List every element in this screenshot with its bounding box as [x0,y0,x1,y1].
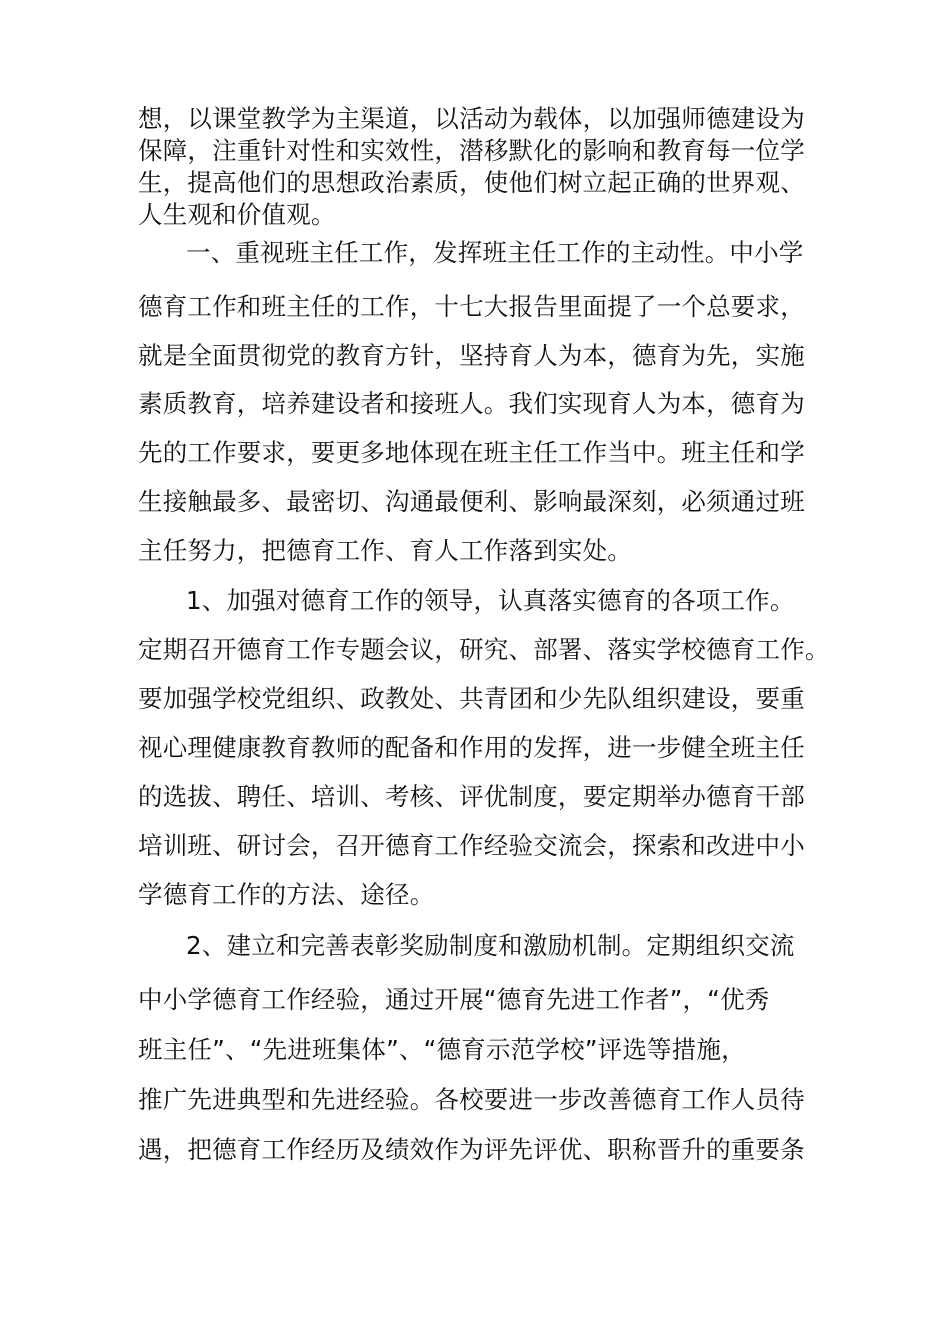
paragraph-line: 想，以课堂教学为主渠道，以活动为载体，以加强师德建设为 [138,104,805,133]
paragraph-line: 保障，注重针对性和实效性，潜移默化的影响和教育每一位学 [138,136,805,165]
paragraph-line: 学德育工作的方法、途径。 [138,880,435,909]
paragraph-line: 主任努力，把德育工作、育人工作落到实处。 [138,536,632,565]
paragraph-line: 班主任”、“先进班集体”、“德育示范学校”评选等措施， [138,1035,746,1064]
paragraph-line: 培训班、研讨会，召开德育工作经验交流会，探索和改进中小 [138,831,805,860]
paragraph-line: 生，提高他们的思想政治素质，使他们树立起正确的世界观、 [138,168,805,197]
paragraph-line: 就是全面贯彻党的教育方针，坚持育人为本，德育为先，实施 [138,341,805,370]
paragraph-line: 人生观和价值观。 [138,200,336,229]
paragraph-line: 德育工作和班主任的工作，十七大报告里面提了一个总要求， [138,292,805,321]
item-heading-line: 2、建立和完善表彰奖励制度和激励机制。定期组织交流 [186,931,795,960]
paragraph-line: 定期召开德育工作专题会议，研究、部署、落实学校德育工作。 [138,635,830,664]
item-heading-line: 1、加强对德育工作的领导，认真落实德育的各项工作。 [186,586,795,615]
paragraph-line: 要加强学校党组织、政教处、共青团和少先队组织建设，要重 [138,684,805,713]
paragraph-line: 遇，把德育工作经历及绩效作为评先评优、职称晋升的重要条 [138,1135,805,1164]
paragraph-line: 先的工作要求，要更多地体现在班主任工作当中。班主任和学 [138,438,805,467]
paragraph-line: 的选拔、聘任、培训、考核、评优制度，要定期举办德育干部 [138,782,805,811]
paragraph-line: 素质教育，培养建设者和接班人。我们实现育人为本，德育为 [138,389,805,418]
paragraph-line: 推广先进典型和先进经验。各校要进一步改善德育工作人员待 [138,1085,805,1114]
paragraph-line: 生接触最多、最密切、沟通最便利、影响最深刻，必须通过班 [138,487,805,516]
paragraph-line: 视心理健康教育教师的配备和作用的发挥，进一步健全班主任 [138,733,805,762]
paragraph-line: 中小学德育工作经验，通过开展“德育先进工作者”，“优秀 [138,985,770,1014]
section-heading-line: 一、重视班主任工作，发挥班主任工作的主动性。中小学 [186,238,804,267]
